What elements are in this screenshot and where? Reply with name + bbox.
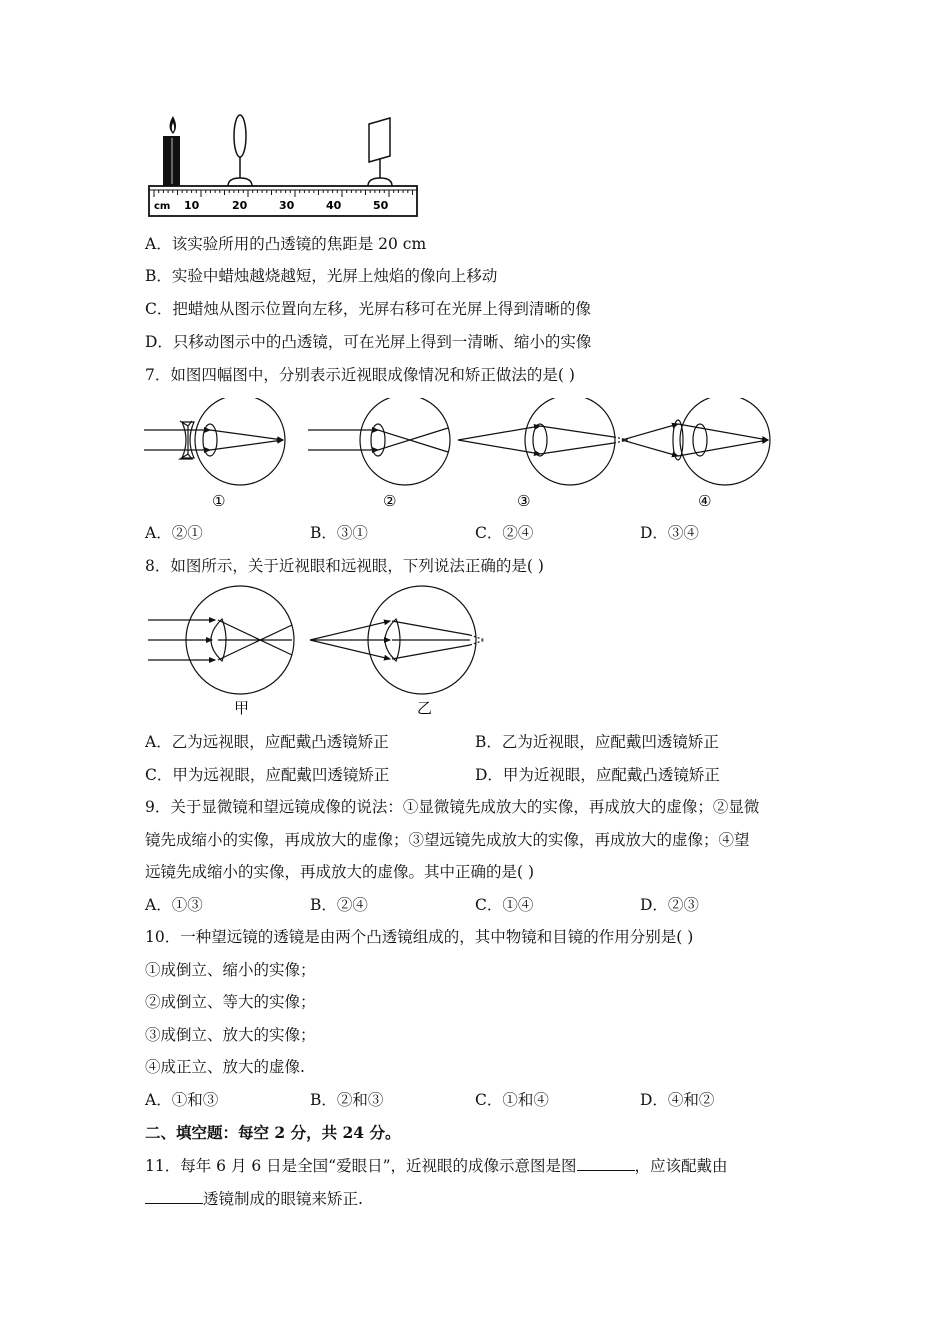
q10-option-d: D．④和② [640,1091,715,1109]
eye-fig-label-4: ④ [698,492,712,510]
q7-stem: 7．如图四幅图中，分别表示近视眼成像情况和矫正做法的是( ) [145,366,575,384]
q6-option-a: A．该实验所用的凸透镜的焦距是 20 cm [145,235,427,253]
q8-option-b: B．乙为近视眼，应配戴凹透镜矫正 [475,733,719,751]
q9-stem-line-3: 远镜先成缩小的实像，再成放大的虚像。其中正确的是( ) [145,863,535,881]
eye-fig-label-2: ② [383,492,397,510]
q7-option-b: B．③① [310,524,368,542]
q6-option-d: D．只移动图示中的凸透镜，可在光屏上得到一清晰、缩小的实像 [145,333,592,351]
q10-option-b: B．②和③ [310,1091,384,1109]
bench-tick-label: 30 [279,199,295,212]
q11-line-1 [145,1156,728,1176]
bench-unit-label: cm [154,201,171,212]
bench-tick-label: 20 [232,199,248,212]
q7-option-c: C．②④ [475,524,534,542]
optical-bench-figure [140,112,425,222]
q11-text-1: 11．每年 6 月 6 日是全国“爱眼日”，近视眼的成像示意图是图 [145,1157,577,1175]
q6-option-c: C．把蜡烛从图示位置向左移，光屏右移可在光屏上得到清晰的像 [145,300,591,318]
q10-item-1: ①成倒立、缩小的实像； [145,961,316,979]
q7-option-d: D．③④ [640,524,699,542]
fig-label-jia: 甲 [234,699,250,717]
eye-fig-label-1: ① [212,492,226,510]
fig-label-yi: 乙 [417,699,433,717]
near-far-sight-figure [140,585,490,720]
q9-option-c: C．①④ [475,896,534,914]
eye-diagram-yi [310,586,485,694]
bench-tick-label: 40 [326,199,342,212]
eye-diagram-1 [144,398,285,485]
q8-option-c: C．甲为远视眼，应配戴凹透镜矫正 [145,766,390,784]
q9-option-a: A．①③ [145,896,203,914]
q9-option-b: B．②④ [310,896,368,914]
q10-option-c: C．①和④ [475,1091,549,1109]
bench-tick-label: 50 [373,199,389,212]
section-2-title: 二、填空题：每空 2 分，共 24 分。 [145,1123,401,1142]
q7-option-a: A．②① [145,524,203,542]
eye-diagrams-figure [140,398,780,516]
q11-blank-2[interactable] [145,1189,203,1204]
q10-item-3: ③成倒立、放大的实像； [145,1026,316,1044]
q9-stem-line-2: 镜先成缩小的实像，再成放大的虚像；③望远镜先成放大的实像，再成放大的虚像；④望 [145,831,750,849]
q11-text-3: 透镜制成的眼镜来矫正. [203,1190,363,1208]
q11-text-2: ，应该配戴由 [634,1157,728,1175]
light-screen-icon [368,118,392,186]
candle-icon [163,116,180,186]
convex-lens-icon [228,115,252,186]
q9-stem-line-1: 9．关于显微镜和望远镜成像的说法：①显微镜先成放大的实像，再成放大的虚像；②显微 [145,798,760,816]
q10-item-2: ②成倒立、等大的实像； [145,993,316,1011]
eye-fig-label-3: ③ [517,492,531,510]
q11-line-2 [145,1189,363,1209]
eye-diagram-4 [622,398,770,485]
eye-diagram-3 [458,398,628,485]
q10-item-4: ④成正立、放大的虚像. [145,1058,305,1076]
q9-option-d: D．②③ [640,896,699,914]
eye-diagram-jia [148,586,294,694]
q8-option-d: D．甲为近视眼，应配戴凸透镜矫正 [475,766,720,784]
q6-option-b: B．实验中蜡烛越烧越短，光屏上烛焰的像向上移动 [145,267,498,285]
q8-option-a: A．乙为远视眼，应配戴凸透镜矫正 [145,733,389,751]
eye-diagram-2 [308,398,450,485]
q8-stem: 8．如图所示，关于近视眼和远视眼，下列说法正确的是( ) [145,557,544,575]
q10-option-a: A．①和③ [145,1091,219,1109]
bench-tick-label: 10 [184,199,200,212]
q11-blank-1[interactable] [577,1156,635,1171]
q10-stem: 10．一种望远镜的透镜是由两个凸透镜组成的，其中物镜和目镜的作用分别是( ) [145,928,694,946]
